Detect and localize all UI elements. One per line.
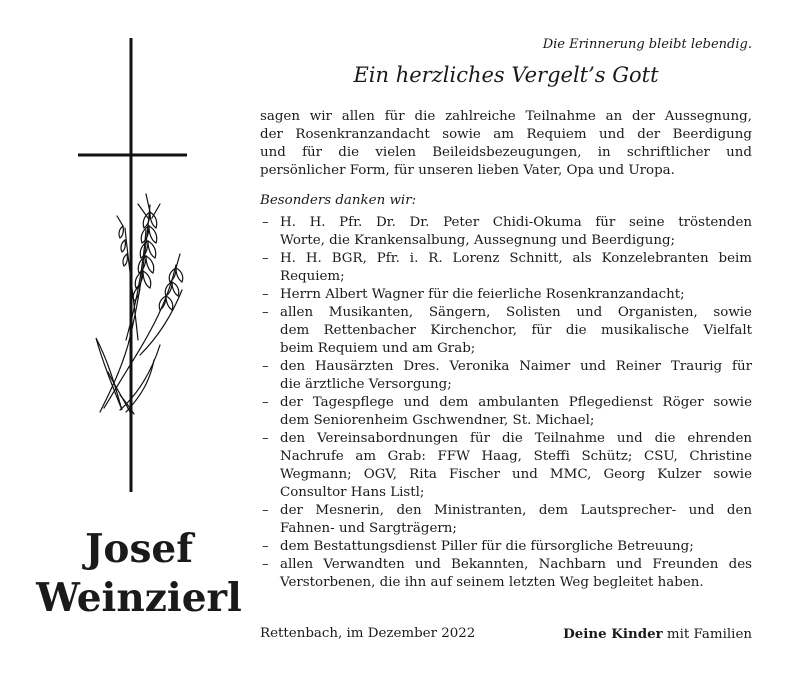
memorial-artwork — [0, 0, 260, 677]
intro-line: persönlicher Form, für unseren lieben Vater, Opa und Uropa. — [260, 163, 675, 178]
intro-line: sagen wir allen für die zahlreiche Teilnahme an der Aussegnung, — [260, 109, 752, 124]
cross-icon — [78, 38, 187, 492]
thanks-item-line: Verstorbenen, die ihn auf seinem letzten Weg begleitet haben. — [280, 575, 704, 590]
thanks-item-line: Wegmann; OGV, Rita Fischer und MMC, Georg Kulzer sowie — [280, 467, 752, 482]
thanks-item — [260, 538, 752, 556]
thanks-item — [260, 502, 752, 538]
thanks-item-line: – allen Verwandten und Bekannten, Nachbarn und Freunden des — [280, 557, 752, 572]
thanks-list — [260, 214, 752, 592]
thanks-item-line: – H. H. BGR, Pfr. i. R. Lorenz Schnitt, als Konzelebranten beim — [280, 251, 752, 266]
thanks-item-line: Requiem; — [280, 269, 345, 284]
thanks-item-line: die ärztliche Versorgung; — [280, 377, 452, 392]
thanks-item-line: – dem Bestattungsdienst Piller für die fürsorgliche Betreuung; — [280, 539, 694, 554]
thanks-item-line: Consultor Hans Listl; — [280, 485, 425, 500]
deceased-first-name: Josef — [84, 526, 193, 572]
thanks-item — [260, 556, 752, 592]
intro-line: und für die vielen Beileidsbezeugungen, in schriftlicher und — [260, 145, 752, 160]
thanks-heading: Besonders danken wir: — [260, 193, 417, 208]
intro-paragraph — [260, 108, 752, 180]
headline: Ein herzliches Vergelt’s Gott — [353, 63, 659, 87]
deceased-last-name: Weinzierl — [36, 575, 242, 621]
thanks-item-line: Worte, die Krankensalbung, Aussegnung und Beerdigung; — [280, 233, 676, 248]
thanks-item-line: beim Requiem und am Grab; — [280, 341, 476, 356]
intro-line: der Rosenkranzandacht sowie am Requiem und der Beerdigung — [260, 127, 752, 142]
signature-rest: mit Familien — [662, 627, 752, 642]
thanks-item — [260, 430, 752, 502]
thanks-item — [260, 358, 752, 394]
thanks-item — [260, 250, 752, 286]
thanks-item — [260, 214, 752, 250]
signature-bold: Deine Kinder — [563, 626, 663, 642]
thanks-item-line: – den Hausärzten Dres. Veronika Naimer und Reiner Traurig für — [280, 359, 752, 374]
thanks-item-line: Nachrufe am Grab: FFW Haag, Steffi Schütz; CSU, Christine — [280, 449, 752, 464]
thanks-item-line: – den Vereinsabordnungen für die Teilnahme und die ehrenden — [280, 431, 752, 446]
thanks-item-line: dem Seniorenheim Gschwendner, St. Michael; — [280, 413, 595, 428]
thanks-item-line: – Herrn Albert Wagner für die feierliche Rosenkranzandacht; — [280, 287, 685, 302]
signature — [563, 625, 752, 644]
motto: Die Erinnerung bleibt lebendig. — [542, 37, 752, 52]
thanks-item — [260, 394, 752, 430]
thanks-item-line: – allen Musikanten, Sängern, Solisten und Organisten, sowie — [280, 305, 752, 320]
thanks-item-line: – der Mesnerin, den Ministranten, dem Lautsprecher- und den — [280, 503, 752, 518]
place-date: Rettenbach, im Dezember 2022 — [260, 626, 476, 641]
thanks-item — [260, 286, 752, 304]
wheat-ear-icon — [96, 194, 183, 414]
thanks-item-line: – der Tagespflege und dem ambulanten Pflegedienst Röger sowie — [280, 395, 752, 410]
thanks-item-line: dem Rettenbacher Kirchenchor, für die musikalische Vielfalt — [280, 323, 752, 338]
thanks-item-line: – H. H. Pfr. Dr. Dr. Peter Chidi-Okuma für seine tröstenden — [280, 215, 752, 230]
thanks-item — [260, 304, 752, 358]
thanks-item-line: Fahnen- und Sargträgern; — [280, 521, 457, 536]
